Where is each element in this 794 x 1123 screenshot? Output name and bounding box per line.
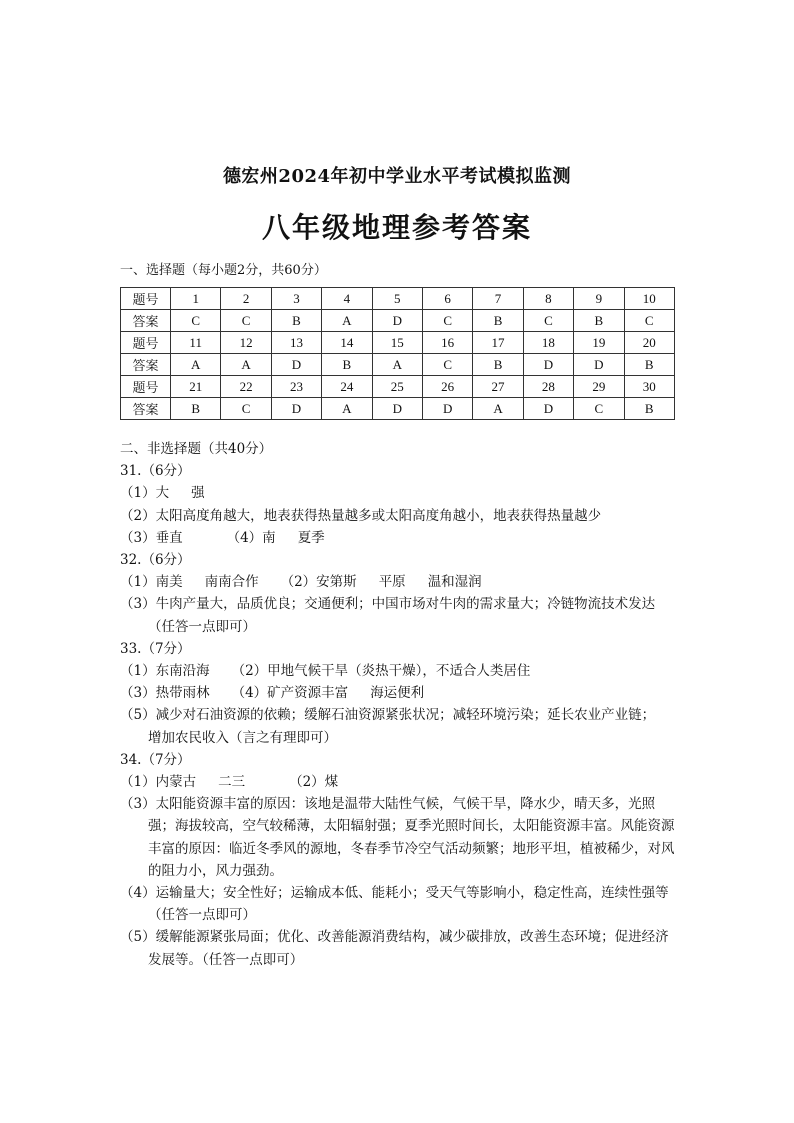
table-cell: 12	[221, 332, 271, 354]
table-cell: 30	[624, 376, 674, 398]
q34-answer-4: （4）运输量大；安全性好；运输成本低、能耗小；受天气等影响小，稳定性高，连续性强等（任答一点即可）	[120, 885, 669, 924]
table-cell: 3	[271, 288, 321, 310]
table-cell: B	[473, 310, 523, 332]
table-cell: D	[372, 310, 422, 332]
table-row-label: 答案	[121, 398, 171, 420]
table-cell: D	[523, 354, 573, 376]
section2-heading: 二、非选择题（共40分）	[120, 441, 273, 457]
table-cell: 1	[171, 288, 221, 310]
table-cell: 28	[523, 376, 573, 398]
table-row-label: 题号	[121, 288, 171, 310]
table-cell: 5	[372, 288, 422, 310]
table-cell: D	[523, 398, 573, 420]
q33-answer-5-cont: 增加农民收入（言之有理即可）	[148, 729, 337, 746]
q32-answer-1-2: （1）南美 南南合作 （2）安第斯 平原 温和湿润	[120, 574, 482, 591]
table-cell: 25	[372, 376, 422, 398]
table-cell: C	[422, 354, 472, 376]
q34-answer-1-2: （1）内蒙古 二三 （2）煤	[120, 774, 339, 791]
table-row	[121, 310, 675, 332]
table-cell: 9	[574, 288, 624, 310]
table-cell: B	[624, 398, 674, 420]
q32-answer-3: （3）牛肉产量大，品质优良；交通便利；中国市场对牛肉的需求量大；冷链物流技术发达	[120, 596, 656, 613]
table-cell: A	[322, 398, 372, 420]
table-row	[121, 288, 675, 310]
table-cell: D	[372, 398, 422, 420]
q33-answer-1-2: （1）东南沿海 （2）甲地气候干旱（炎热干燥），不适合人类居住	[120, 663, 531, 680]
table-cell: 13	[271, 332, 321, 354]
table-cell: 29	[574, 376, 624, 398]
table-cell: C	[523, 310, 573, 332]
table-cell: B	[473, 354, 523, 376]
table-cell: C	[422, 310, 472, 332]
q31-answer-2: （2）太阳高度角越大，地表获得热量越多或太阳高度角越小，地表获得热量越少	[120, 507, 602, 524]
table-cell: 22	[221, 376, 271, 398]
table-cell: A	[171, 354, 221, 376]
table-cell: D	[271, 398, 321, 420]
q33-answer-5: （5）减少对石油资源的依赖；缓解石油资源紧张状况；减轻环境污染；延长农业产业链；	[120, 707, 656, 724]
table-row-label: 答案	[121, 310, 171, 332]
table-cell: 4	[322, 288, 372, 310]
table-cell: 19	[574, 332, 624, 354]
q31-answer-3-4: （3）垂直 （4）南 夏季	[120, 529, 325, 546]
table-row-label: 题号	[121, 376, 171, 398]
table-cell: 14	[322, 332, 372, 354]
table-row-label: 题号	[121, 332, 171, 354]
table-cell: B	[171, 398, 221, 420]
table-cell: 23	[271, 376, 321, 398]
q33-title: 33.（7分）	[120, 640, 191, 657]
q32-answer-3-note: （任答一点即可）	[148, 618, 256, 635]
table-cell: A	[322, 310, 372, 332]
q34-answer-5: （5）缓解能源紧张局面；优化、改善能源消费结构，减少碳排放，改善生态环境；促进经济发展等。（任答一点即可）	[120, 929, 669, 968]
table-row	[121, 354, 675, 376]
section1-heading: 一、选择题（每小题2分，共60分）	[120, 263, 327, 278]
table-cell: B	[574, 310, 624, 332]
q31-title: 31.（6分）	[120, 463, 191, 480]
table-cell: 8	[523, 288, 573, 310]
table-cell: 15	[372, 332, 422, 354]
table-cell: 21	[171, 376, 221, 398]
table-cell: D	[574, 354, 624, 376]
table-cell: D	[422, 398, 472, 420]
q31-answer-1: （1）大 强	[120, 485, 205, 502]
table-row-label: 答案	[121, 354, 171, 376]
table-cell: 10	[624, 288, 674, 310]
table-cell: C	[221, 398, 271, 420]
table-cell: 24	[322, 376, 372, 398]
table-cell: 16	[422, 332, 472, 354]
q34-answer-3: （3）太阳能资源丰富的原因：该地是温带大陆性气候，气候干旱，降水少，晴天多，光照强；海拔较高，空气较稀薄，太阳辐射强；夏季光照时间长，太阳能资源丰富。风能资源丰富的原因：临近冬季风的源地，冬春季节冷空气活动频繁；地形平坦，植被稀少，对风的阻力小，风力强劲。	[120, 796, 675, 879]
table-cell: 6	[422, 288, 472, 310]
table-cell: 26	[422, 376, 472, 398]
section2-body	[120, 438, 680, 971]
table-cell: C	[574, 398, 624, 420]
table-cell: D	[271, 354, 321, 376]
table-cell: A	[221, 354, 271, 376]
q33-answer-3-4: （3）热带雨林 （4）矿产资源丰富 海运便利	[120, 685, 425, 702]
table-cell: 18	[523, 332, 573, 354]
table-cell: B	[322, 354, 372, 376]
table-cell: 7	[473, 288, 523, 310]
table-cell: 20	[624, 332, 674, 354]
choice-answer-table	[120, 287, 675, 420]
table-row	[121, 398, 675, 420]
table-cell: 27	[473, 376, 523, 398]
table-cell: 2	[221, 288, 271, 310]
table-cell: C	[624, 310, 674, 332]
table-cell: B	[271, 310, 321, 332]
table-cell: A	[473, 398, 523, 420]
table-cell: C	[171, 310, 221, 332]
q34-title: 34.（7分）	[120, 751, 191, 768]
table-cell: 11	[171, 332, 221, 354]
exam-title: 德宏州2024年初中学业水平考试模拟监测	[222, 166, 572, 187]
table-cell: A	[372, 354, 422, 376]
table-row	[121, 376, 675, 398]
document-title: 八年级地理参考答案	[261, 211, 532, 244]
table-cell: C	[221, 310, 271, 332]
q32-title: 32.（6分）	[120, 552, 191, 569]
table-row	[121, 332, 675, 354]
table-cell: B	[624, 354, 674, 376]
table-cell: 17	[473, 332, 523, 354]
